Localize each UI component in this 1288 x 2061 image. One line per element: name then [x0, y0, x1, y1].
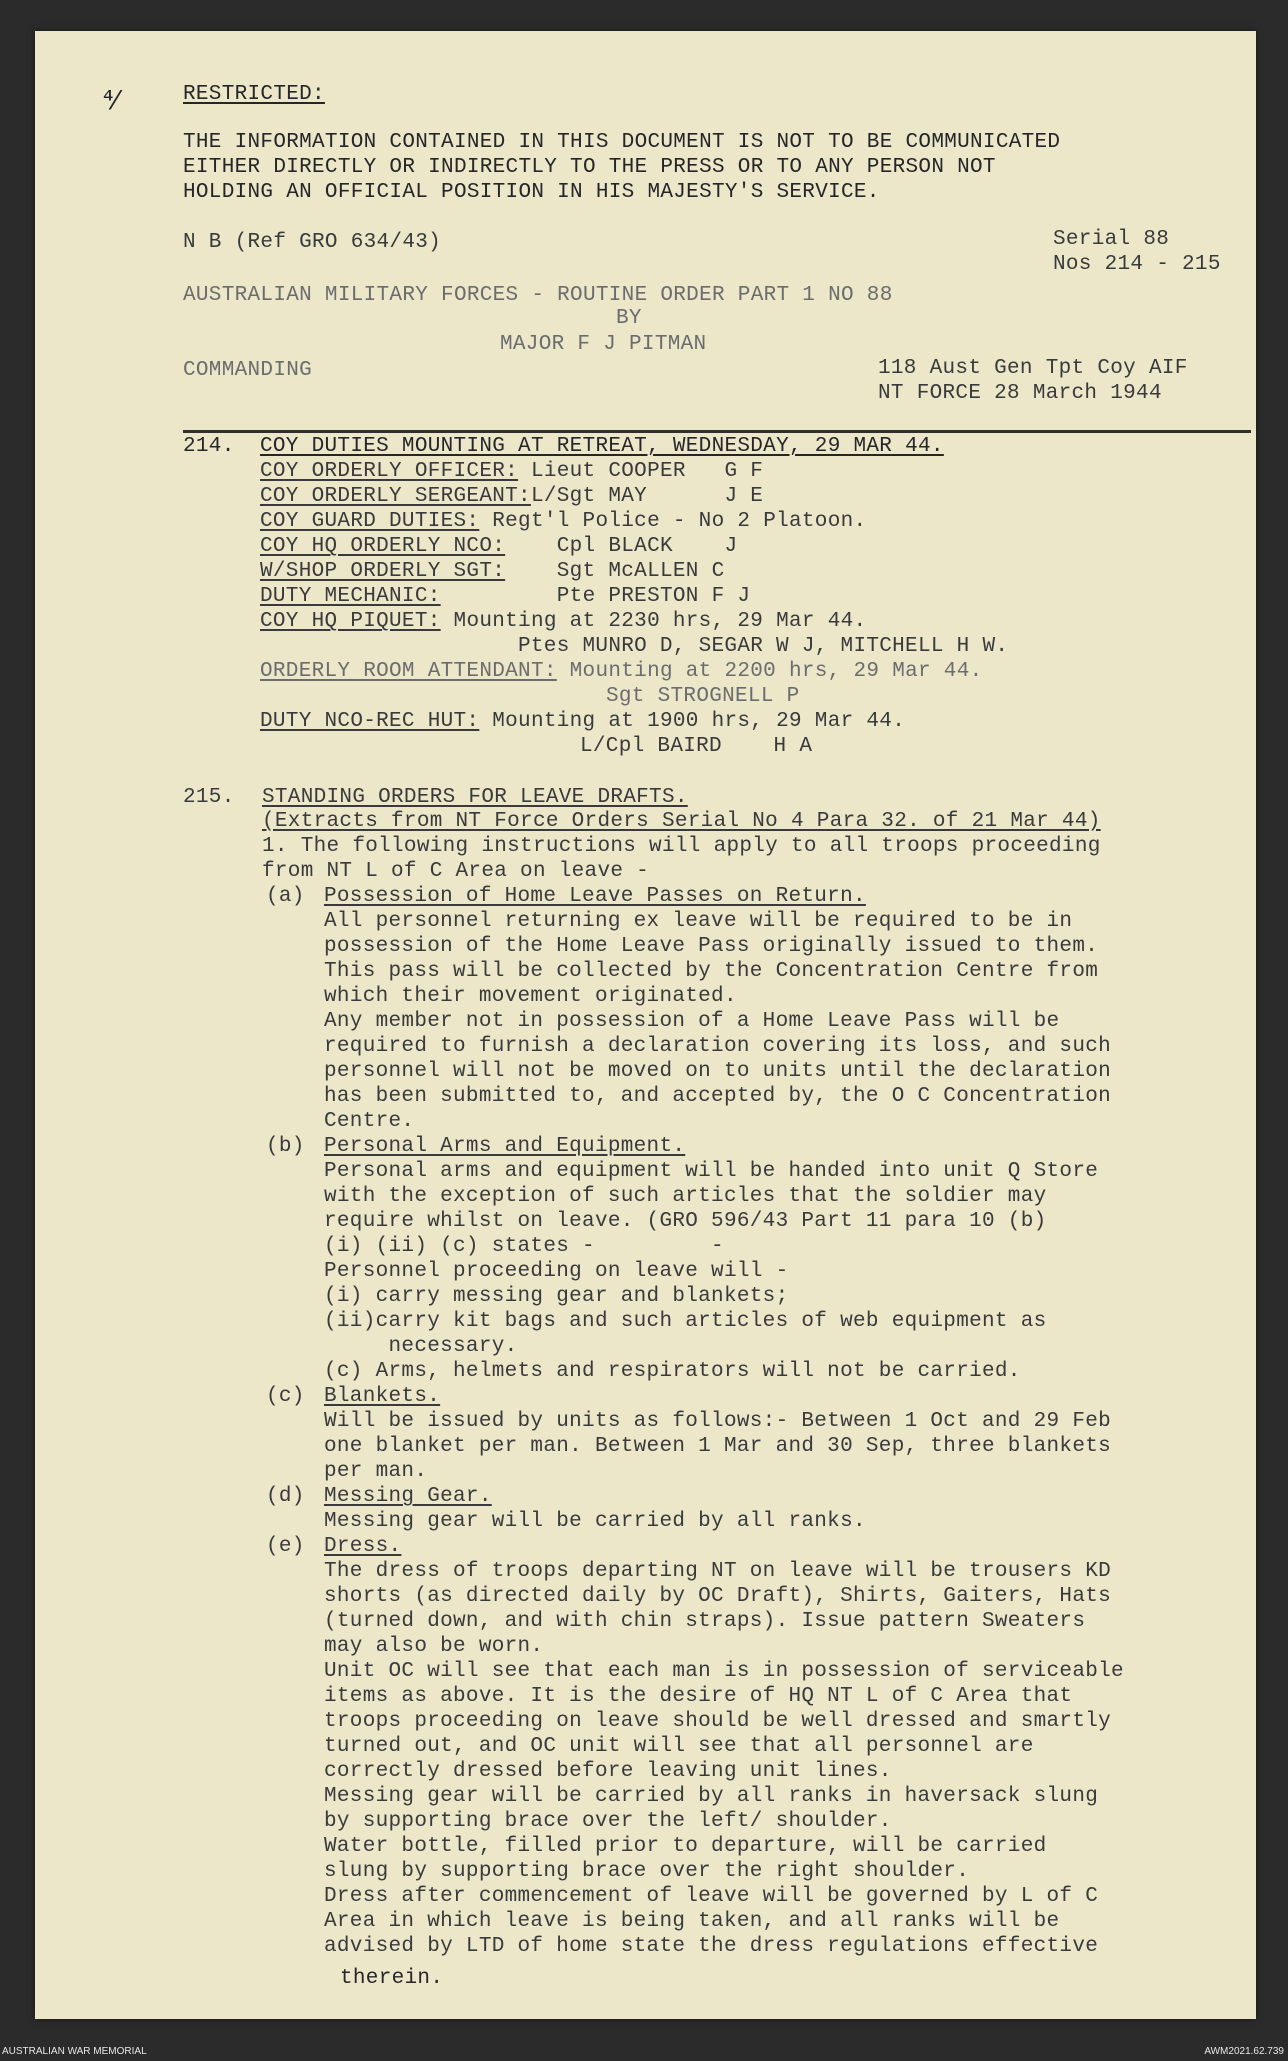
duty-nco-name: L/Cpl BAIRD H A: [580, 735, 813, 758]
order-date: NT FORCE 28 March 1944: [878, 382, 1162, 405]
para-line: which their movement originated.: [324, 985, 737, 1008]
handwritten-mark: ⁴⁄: [103, 86, 118, 116]
order-title: AUSTRALIAN MILITARY FORCES - ROUTINE ORDER PART 1 NO 88: [183, 284, 893, 307]
para-line: personnel will not be moved on to units until the declaration: [324, 1060, 1112, 1083]
duty-row: COY GUARD DUTIES: Regt'l Police - No 2 Platoon.: [260, 510, 867, 533]
para-line: turned out, and OC unit will see that all personnel are: [324, 1735, 1034, 1758]
para-line: required to furnish a declaration covering its loss, and such: [324, 1035, 1112, 1058]
para-line: with the exception of such articles that the soldier may: [324, 1185, 1047, 1208]
para-line: has been submitted to, and accepted by, the O C Concentration: [324, 1085, 1112, 1108]
header-rule: [183, 430, 1251, 433]
para-line: necessary.: [324, 1335, 518, 1358]
para-line: All personnel returning ex leave will be required to be in: [324, 910, 1073, 933]
commander-name: MAJOR F J PITMAN: [500, 333, 707, 356]
para-line: Will be issued by units as follows:- Between 1 Oct and 29 Feb: [324, 1410, 1112, 1433]
para-line: correctly dressed before leaving unit lines.: [324, 1760, 892, 1783]
archive-credit: AUSTRALIAN WAR MEMORIAL: [2, 2046, 147, 2057]
intro-line: from NT L of C Area on leave -: [262, 860, 650, 883]
para-line: therein.: [340, 1967, 444, 1990]
para-line: by supporting brace over the left/ shoulder.: [324, 1810, 892, 1833]
reference: N B (Ref GRO 634/43): [183, 231, 442, 254]
para-line: one blanket per man. Between 1 Mar and 30 Sep, three blankets: [324, 1435, 1112, 1458]
duty-row: COY ORDERLY SERGEANT:L/Sgt MAY J E: [260, 485, 764, 508]
para-title-c: Blankets.: [324, 1385, 441, 1408]
notice-line-1: THE INFORMATION CONTAINED IN THIS DOCUMENT IS NOT TO BE COMMUNICATED: [183, 131, 1061, 154]
para-title-d: Messing Gear.: [324, 1485, 492, 1508]
duty-row: DUTY MECHANIC: Pte PRESTON F J: [260, 585, 751, 608]
para-line: Personnel proceeding on leave will -: [324, 1260, 789, 1283]
para-line: (ii)carry kit bags and such articles of web equipment as: [324, 1310, 1047, 1333]
unit-name: 118 Aust Gen Tpt Coy AIF: [878, 357, 1188, 380]
para-title-a: Possession of Home Leave Passes on Return.: [324, 885, 866, 908]
order-215-extract: (Extracts from NT Force Orders Serial No 4 Para 32. of 21 Mar 44): [262, 810, 1101, 833]
duty-row: ORDERLY ROOM ATTENDANT: Mounting at 2200 hrs, 29 Mar 44.: [260, 660, 983, 683]
para-label-b: (b): [266, 1135, 305, 1158]
duty-row: COY ORDERLY OFFICER: Lieut COOPER G F: [260, 460, 764, 483]
para-line: slung by supporting brace over the right shoulder.: [324, 1860, 970, 1883]
para-line: require whilst on leave. (GRO 596/43 Part 11 para 10 (b): [324, 1210, 1047, 1233]
restricted-heading: RESTRICTED:: [183, 83, 325, 106]
order-by: BY: [616, 307, 642, 330]
order-214-number: 214.: [183, 435, 235, 458]
order-214-title: COY DUTIES MOUNTING AT RETREAT, WEDNESDAY, 29 MAR 44.: [260, 435, 944, 458]
para-line: Unit OC will see that each man is in possession of serviceable: [324, 1660, 1124, 1683]
para-line: (c) Arms, helmets and respirators will not be carried.: [324, 1360, 1021, 1383]
para-line: Personal arms and equipment will be handed into unit Q Store: [324, 1160, 1099, 1183]
para-line: advised by LTD of home state the dress regulations effective: [324, 1935, 1099, 1958]
duty-row: COY HQ ORDERLY NCO: Cpl BLACK J: [260, 535, 738, 558]
order-215-title: STANDING ORDERS FOR LEAVE DRAFTS.: [262, 786, 688, 809]
para-line: (turned down, and with chin straps). Issue pattern Sweaters: [324, 1610, 1086, 1633]
serial-number: Serial 88: [1053, 228, 1170, 251]
commanding-label: COMMANDING: [183, 359, 313, 382]
piquet-names: Ptes MUNRO D, SEGAR W J, MITCHELL H W.: [518, 635, 1009, 658]
para-line: The dress of troops departing NT on leave will be trousers KD: [324, 1560, 1112, 1583]
para-line: Area in which leave is being taken, and all ranks will be: [324, 1910, 1060, 1933]
archive-id: AWM2021.62.739: [1204, 2046, 1284, 2057]
para-title-b: Personal Arms and Equipment.: [324, 1135, 686, 1158]
para-label-e: (e): [266, 1535, 305, 1558]
para-line: items as above. It is the desire of HQ NT L of C Area that: [324, 1685, 1073, 1708]
para-label-c: (c): [266, 1385, 305, 1408]
para-label-a: (a): [266, 885, 305, 908]
para-title-e: Dress.: [324, 1535, 402, 1558]
para-line: per man.: [324, 1460, 428, 1483]
duty-row: DUTY NCO-REC HUT: Mounting at 1900 hrs, 29 Mar 44.: [260, 710, 906, 733]
orderly-name: Sgt STROGNELL P: [606, 685, 800, 708]
para-line: Messing gear will be carried by all ranks.: [324, 1510, 866, 1533]
para-line: Messing gear will be carried by all ranks in haversack slung: [324, 1785, 1099, 1808]
para-line: This pass will be collected by the Concentration Centre from: [324, 960, 1099, 983]
para-line: shorts (as directed daily by OC Draft), Shirts, Gaiters, Hats: [324, 1585, 1112, 1608]
notice-line-3: HOLDING AN OFFICIAL POSITION IN HIS MAJESTY'S SERVICE.: [183, 181, 880, 204]
para-line: Any member not in possession of a Home Leave Pass will be: [324, 1010, 1060, 1033]
notice-line-2: EITHER DIRECTLY OR INDIRECTLY TO THE PRESS OR TO ANY PERSON NOT: [183, 156, 996, 179]
para-line: Water bottle, filled prior to departure, will be carried: [324, 1835, 1047, 1858]
para-line: Centre.: [324, 1110, 415, 1133]
order-215-number: 215.: [183, 786, 235, 809]
para-line: (i) carry messing gear and blankets;: [324, 1285, 789, 1308]
para-line: possession of the Home Leave Pass originally issued to them.: [324, 935, 1099, 958]
para-label-d: (d): [266, 1485, 305, 1508]
duty-row: W/SHOP ORDERLY SGT: Sgt McALLEN C: [260, 560, 725, 583]
order-numbers: Nos 214 - 215: [1053, 253, 1221, 276]
duty-row: COY HQ PIQUET: Mounting at 2230 hrs, 29 Mar 44.: [260, 610, 867, 633]
para-line: Dress after commencement of leave will be governed by L of C: [324, 1885, 1099, 1908]
para-line: (i) (ii) (c) states - -: [324, 1235, 724, 1258]
para-line: troops proceeding on leave should be well dressed and smartly: [324, 1710, 1112, 1733]
para-line: may also be worn.: [324, 1635, 544, 1658]
intro-line: 1. The following instructions will apply to all troops proceeding: [262, 835, 1101, 858]
